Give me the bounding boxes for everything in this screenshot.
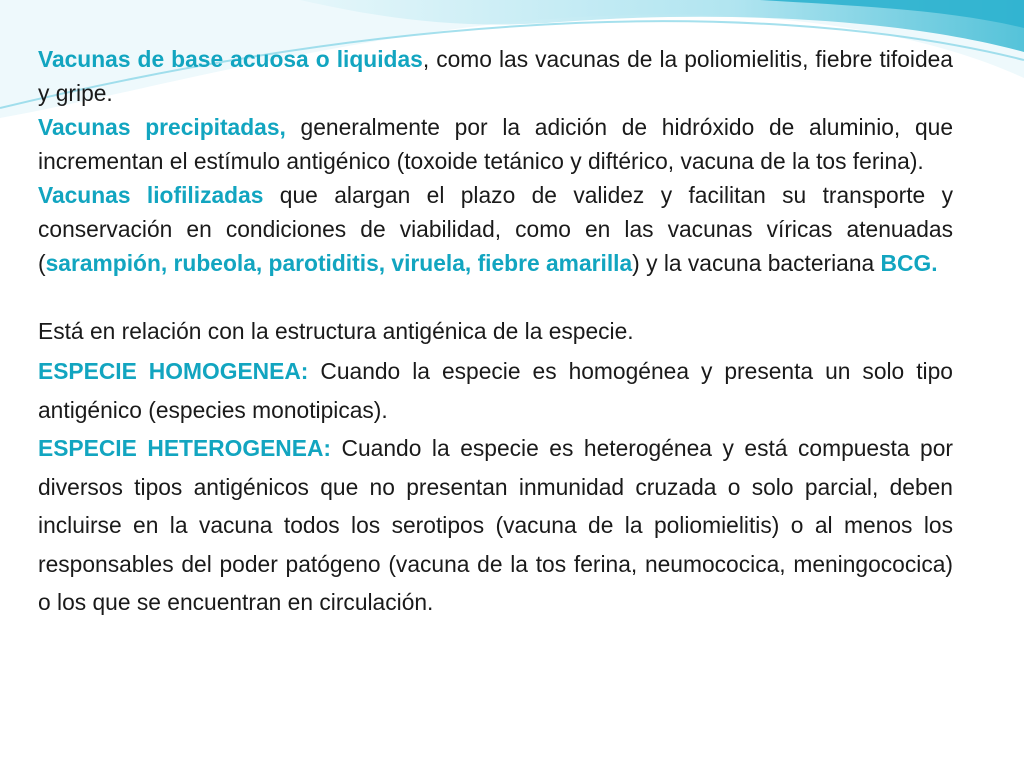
term-aqueous-vaccines: Vacunas de base acuosa o liquidas xyxy=(38,46,423,72)
paragraph-antigenic-structure: Está en relación con la estructura antigénica de la especie. xyxy=(38,318,634,344)
term-lyophilized-vaccines: Vacunas liofilizadas xyxy=(38,182,264,208)
virus-list: sarampión, rubeola, parotiditis, viruela, fiebre amarilla xyxy=(45,250,633,276)
paragraph-homogeneous-species: ESPECIE HOMOGENEA: Cuando la especie es homogénea y presenta un solo tipo antigénico (especies monotipicas). xyxy=(38,358,953,423)
term-precipitated-vaccines: Vacunas precipitadas, xyxy=(38,114,286,140)
term-bcg: BCG. xyxy=(880,250,938,276)
paragraph-lyophilized-vaccines: Vacunas liofilizadas que alargan el plazo de validez y facilitan su transporte y conservación en condiciones de viabilidad, como en las vacunas víricas atenuadas (sarampión, rubeola, parotiditis, viruela, fiebre amarilla) y la vacuna bacteriana BCG. xyxy=(38,182,953,276)
spacer xyxy=(38,280,953,314)
paragraph-heterogeneous-species: ESPECIE HETEROGENEA: Cuando la especie es heterogénea y está compuesta por diversos tipos antigénicos que no presentan inmunidad cruzada o solo parcial, deben incluirse en la vacuna todos los serotipos (vacuna de la poliomielitis) o al menos los responsables del poder patógeno (vacuna de la tos ferina, neumococica, meningococica) o los que se encuentran en circulación. xyxy=(38,435,953,615)
slide-content xyxy=(38,42,953,622)
antigenic-structure-section xyxy=(38,314,953,622)
paragraph-aqueous-vaccines: Vacunas de base acuosa o liquidas, como las vacunas de la poliomielitis, fiebre tifoidea y gripe. xyxy=(38,46,953,106)
term-heterogeneous-species: ESPECIE HETEROGENEA: xyxy=(38,435,332,461)
paragraph-precipitated-vaccines: Vacunas precipitadas, generalmente por la adición de hidróxido de aluminio, que incrementan el estímulo antigénico (toxoide tetánico y diftérico, vacuna de la tos ferina). xyxy=(38,114,954,174)
term-homogeneous-species: ESPECIE HOMOGENEA: xyxy=(38,358,309,384)
